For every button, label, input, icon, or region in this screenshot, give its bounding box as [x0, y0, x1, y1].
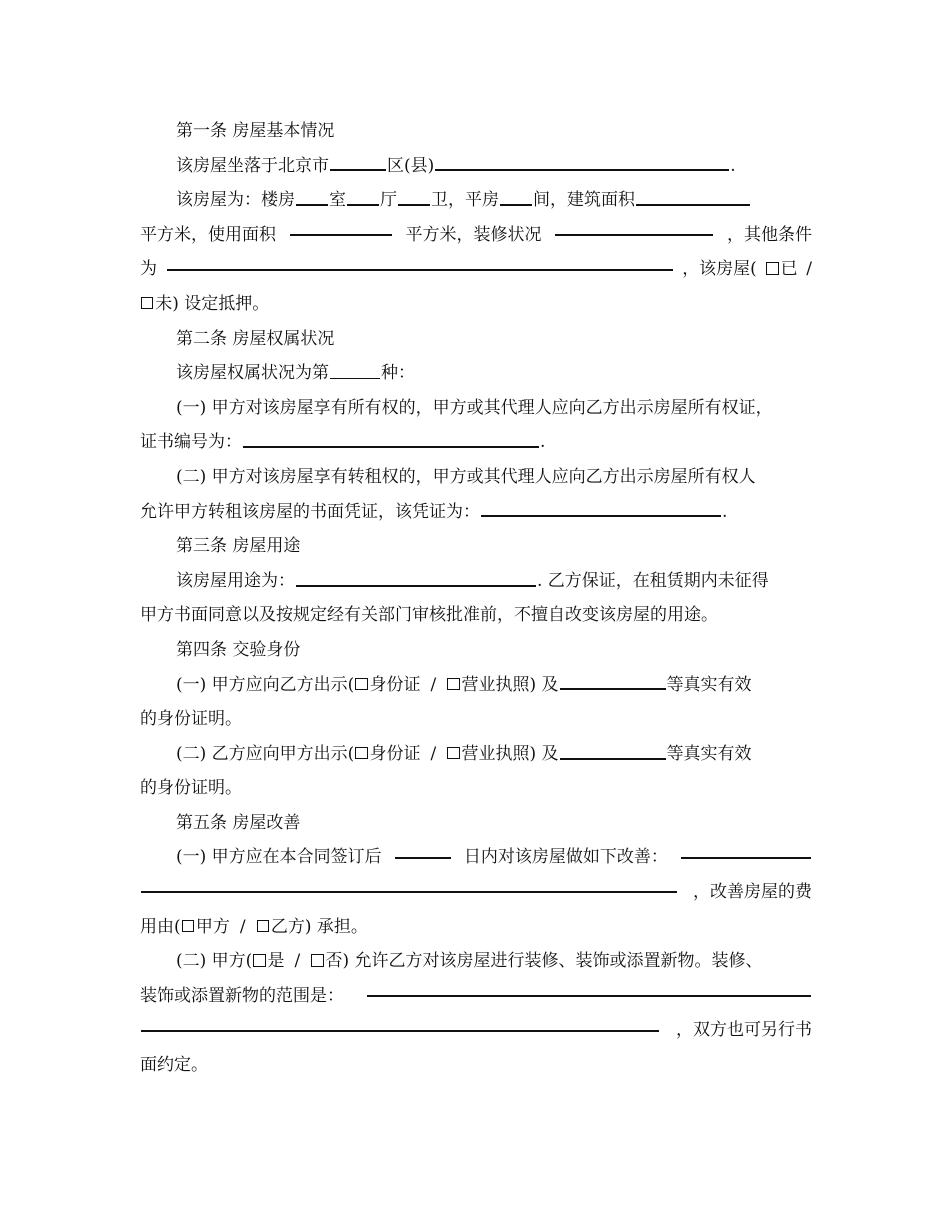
article-2-title [140, 322, 812, 357]
party-a-other-id-blank[interactable] [560, 672, 666, 690]
contract-page [140, 114, 812, 1083]
bungalow-count-blank[interactable] [500, 188, 532, 206]
label-text: (二) 乙方应向甲方出示( [176, 743, 355, 764]
clause-text: (一) 甲方对该房屋享有所有权的，甲方或其代理人应向乙方出示房屋所有权证， [176, 397, 773, 418]
certificate-line [140, 425, 812, 460]
ownership-type-line [140, 356, 812, 391]
label-text: 证书编号为： [140, 432, 242, 453]
ownership-type-blank[interactable] [330, 362, 380, 379]
cost-party-b-checkbox[interactable] [257, 920, 269, 932]
label-text: 已 [780, 259, 798, 280]
slash-text: / [806, 259, 812, 280]
hall-count-blank[interactable] [347, 188, 379, 206]
article-title-text: 第二条 房屋权属状况 [176, 328, 335, 349]
slash-text: / [294, 951, 301, 972]
ownership-clause-1 [140, 391, 812, 426]
building-area-blank[interactable] [636, 188, 750, 206]
mortgaged-yes-checkbox[interactable] [766, 262, 778, 274]
address-blank[interactable] [435, 153, 729, 171]
party-b-other-id-blank[interactable] [560, 741, 666, 759]
certificate-number-blank[interactable] [243, 430, 539, 448]
sublease-proof-blank[interactable] [481, 499, 721, 517]
label-text: (二) 甲方( [176, 951, 253, 972]
cost-party-a-checkbox[interactable] [182, 920, 194, 932]
decoration-scope-blank-2[interactable] [141, 1013, 659, 1031]
label-text: 该房屋权属状况为第 [176, 363, 329, 384]
party-a-id-line [140, 668, 812, 703]
mortgaged-no-checkbox[interactable] [141, 297, 153, 309]
party-b-id-tail [140, 771, 812, 806]
clause-text: 甲方书面同意以及按规定经有关部门审核批准前，不擅自改变该房屋的用途。 [140, 605, 718, 626]
area-line [140, 218, 812, 253]
label-text: 是 [267, 951, 285, 972]
label-text: . [730, 155, 736, 176]
article-4-title [140, 633, 812, 668]
label-text: 等真实有效 [666, 674, 752, 695]
house-usage-blank[interactable] [296, 568, 536, 586]
label-text: 用由( [140, 916, 181, 937]
improvement-cont-line [140, 875, 812, 910]
usage-clause [140, 598, 812, 633]
label-text: 未) 设定抵押。 [155, 293, 270, 314]
label-text: 否) 允许乙方对该房屋进行装修、装饰或添置新物。装修、 [325, 951, 763, 972]
article-5-title [140, 806, 812, 841]
label-text: 身份证 [369, 674, 421, 695]
label-text: . [540, 432, 546, 453]
article-title-text: 第四条 交验身份 [176, 639, 301, 660]
other-conditions-blank[interactable] [167, 252, 673, 270]
decoration-blank[interactable] [555, 218, 713, 236]
slash-text: / [430, 674, 437, 695]
label-text: . 乙方保证，在租赁期内未征得 [537, 570, 769, 591]
party-b-id-card-checkbox[interactable] [355, 747, 367, 759]
allow-yes-checkbox[interactable] [253, 954, 265, 966]
label-text: 间，建筑面积 [533, 190, 635, 211]
clause-text: 面约定。 [140, 1055, 208, 1076]
label-text: 该房屋坐落于北京市 [176, 155, 329, 176]
room-count-blank[interactable] [296, 188, 328, 206]
party-a-id-card-checkbox[interactable] [355, 678, 367, 690]
label-text: ，该房屋( [682, 259, 757, 280]
improvement-content-blank-2[interactable] [141, 875, 677, 893]
party-a-license-checkbox[interactable] [447, 678, 459, 690]
party-b-license-checkbox[interactable] [447, 747, 459, 759]
decoration-scope-blank[interactable] [367, 979, 811, 997]
district-blank[interactable] [330, 153, 386, 171]
cost-bearer-line [140, 910, 812, 945]
label-text: 该房屋用途为： [176, 570, 295, 591]
article-3-title [140, 529, 812, 564]
label-text: 营业执照) 及 [461, 674, 559, 695]
improvement-line [140, 840, 812, 875]
label-text: . [722, 501, 728, 522]
label-text: ，双方也可另行书 [676, 1020, 812, 1041]
label-text: 允许甲方转租该房屋的书面凭证，该凭证为： [140, 501, 480, 522]
article-title-text: 第五条 房屋改善 [176, 812, 301, 833]
address-line [140, 149, 812, 184]
clause-text: 的身份证明。 [140, 778, 242, 799]
sublease-proof-line [140, 495, 812, 530]
label-text: 甲方 [195, 916, 230, 937]
label-text: ，其他条件 [727, 224, 812, 245]
article-title-text: 第三条 房屋用途 [176, 536, 301, 557]
bath-count-blank[interactable] [398, 188, 430, 206]
allow-no-checkbox[interactable] [311, 954, 323, 966]
label-text: 种： [381, 363, 415, 384]
agreement-tail [140, 1048, 812, 1083]
decoration-permission-line [140, 944, 812, 979]
label-text: 日内对该房屋做如下改善： [463, 847, 668, 868]
slash-text: / [239, 916, 246, 937]
label-text: 区(县) [387, 155, 435, 176]
label-text: 装饰或添置新物的范围是： [140, 985, 344, 1006]
party-a-id-tail [140, 702, 812, 737]
label-text: 乙方) 承担。 [270, 916, 368, 937]
label-text: 等真实有效 [666, 743, 752, 764]
usable-area-blank[interactable] [290, 218, 392, 236]
slash-text: / [430, 743, 437, 764]
improvement-content-blank[interactable] [681, 840, 811, 858]
decoration-scope-line [140, 979, 812, 1014]
clause-text: (二) 甲方对该房屋享有转租权的，甲方或其代理人应向乙方出示房屋所有权人 [176, 466, 756, 487]
mortgage-line [140, 287, 812, 322]
label-text: 该房屋为：楼房 [176, 190, 295, 211]
label-text: 室 [329, 190, 346, 211]
usage-line [140, 564, 812, 599]
decoration-scope-cont-line [140, 1013, 812, 1048]
clause-text: 的身份证明。 [140, 709, 242, 730]
label-text: ，改善房屋的费 [693, 882, 812, 903]
label-text: 卫，平房 [431, 190, 499, 211]
label-text: (一) 甲方应在本合同签订后 [176, 847, 382, 868]
article-title-text: 第一条 房屋基本情况 [176, 121, 335, 141]
label-text: 厅 [380, 190, 397, 211]
label-text: 身份证 [369, 743, 421, 764]
label-text: 为 [140, 259, 157, 280]
label-text: (一) 甲方应向乙方出示( [176, 674, 355, 695]
ownership-clause-2 [140, 460, 812, 495]
party-b-id-line [140, 737, 812, 772]
label-text: 平方米，装修状况 [405, 224, 542, 245]
layout-line [140, 183, 812, 218]
other-conditions-line [140, 252, 812, 287]
label-text: 平方米，使用面积 [140, 224, 276, 245]
article-1-title [140, 114, 812, 149]
label-text: 营业执照) 及 [461, 743, 559, 764]
improvement-days-blank[interactable] [395, 840, 451, 858]
